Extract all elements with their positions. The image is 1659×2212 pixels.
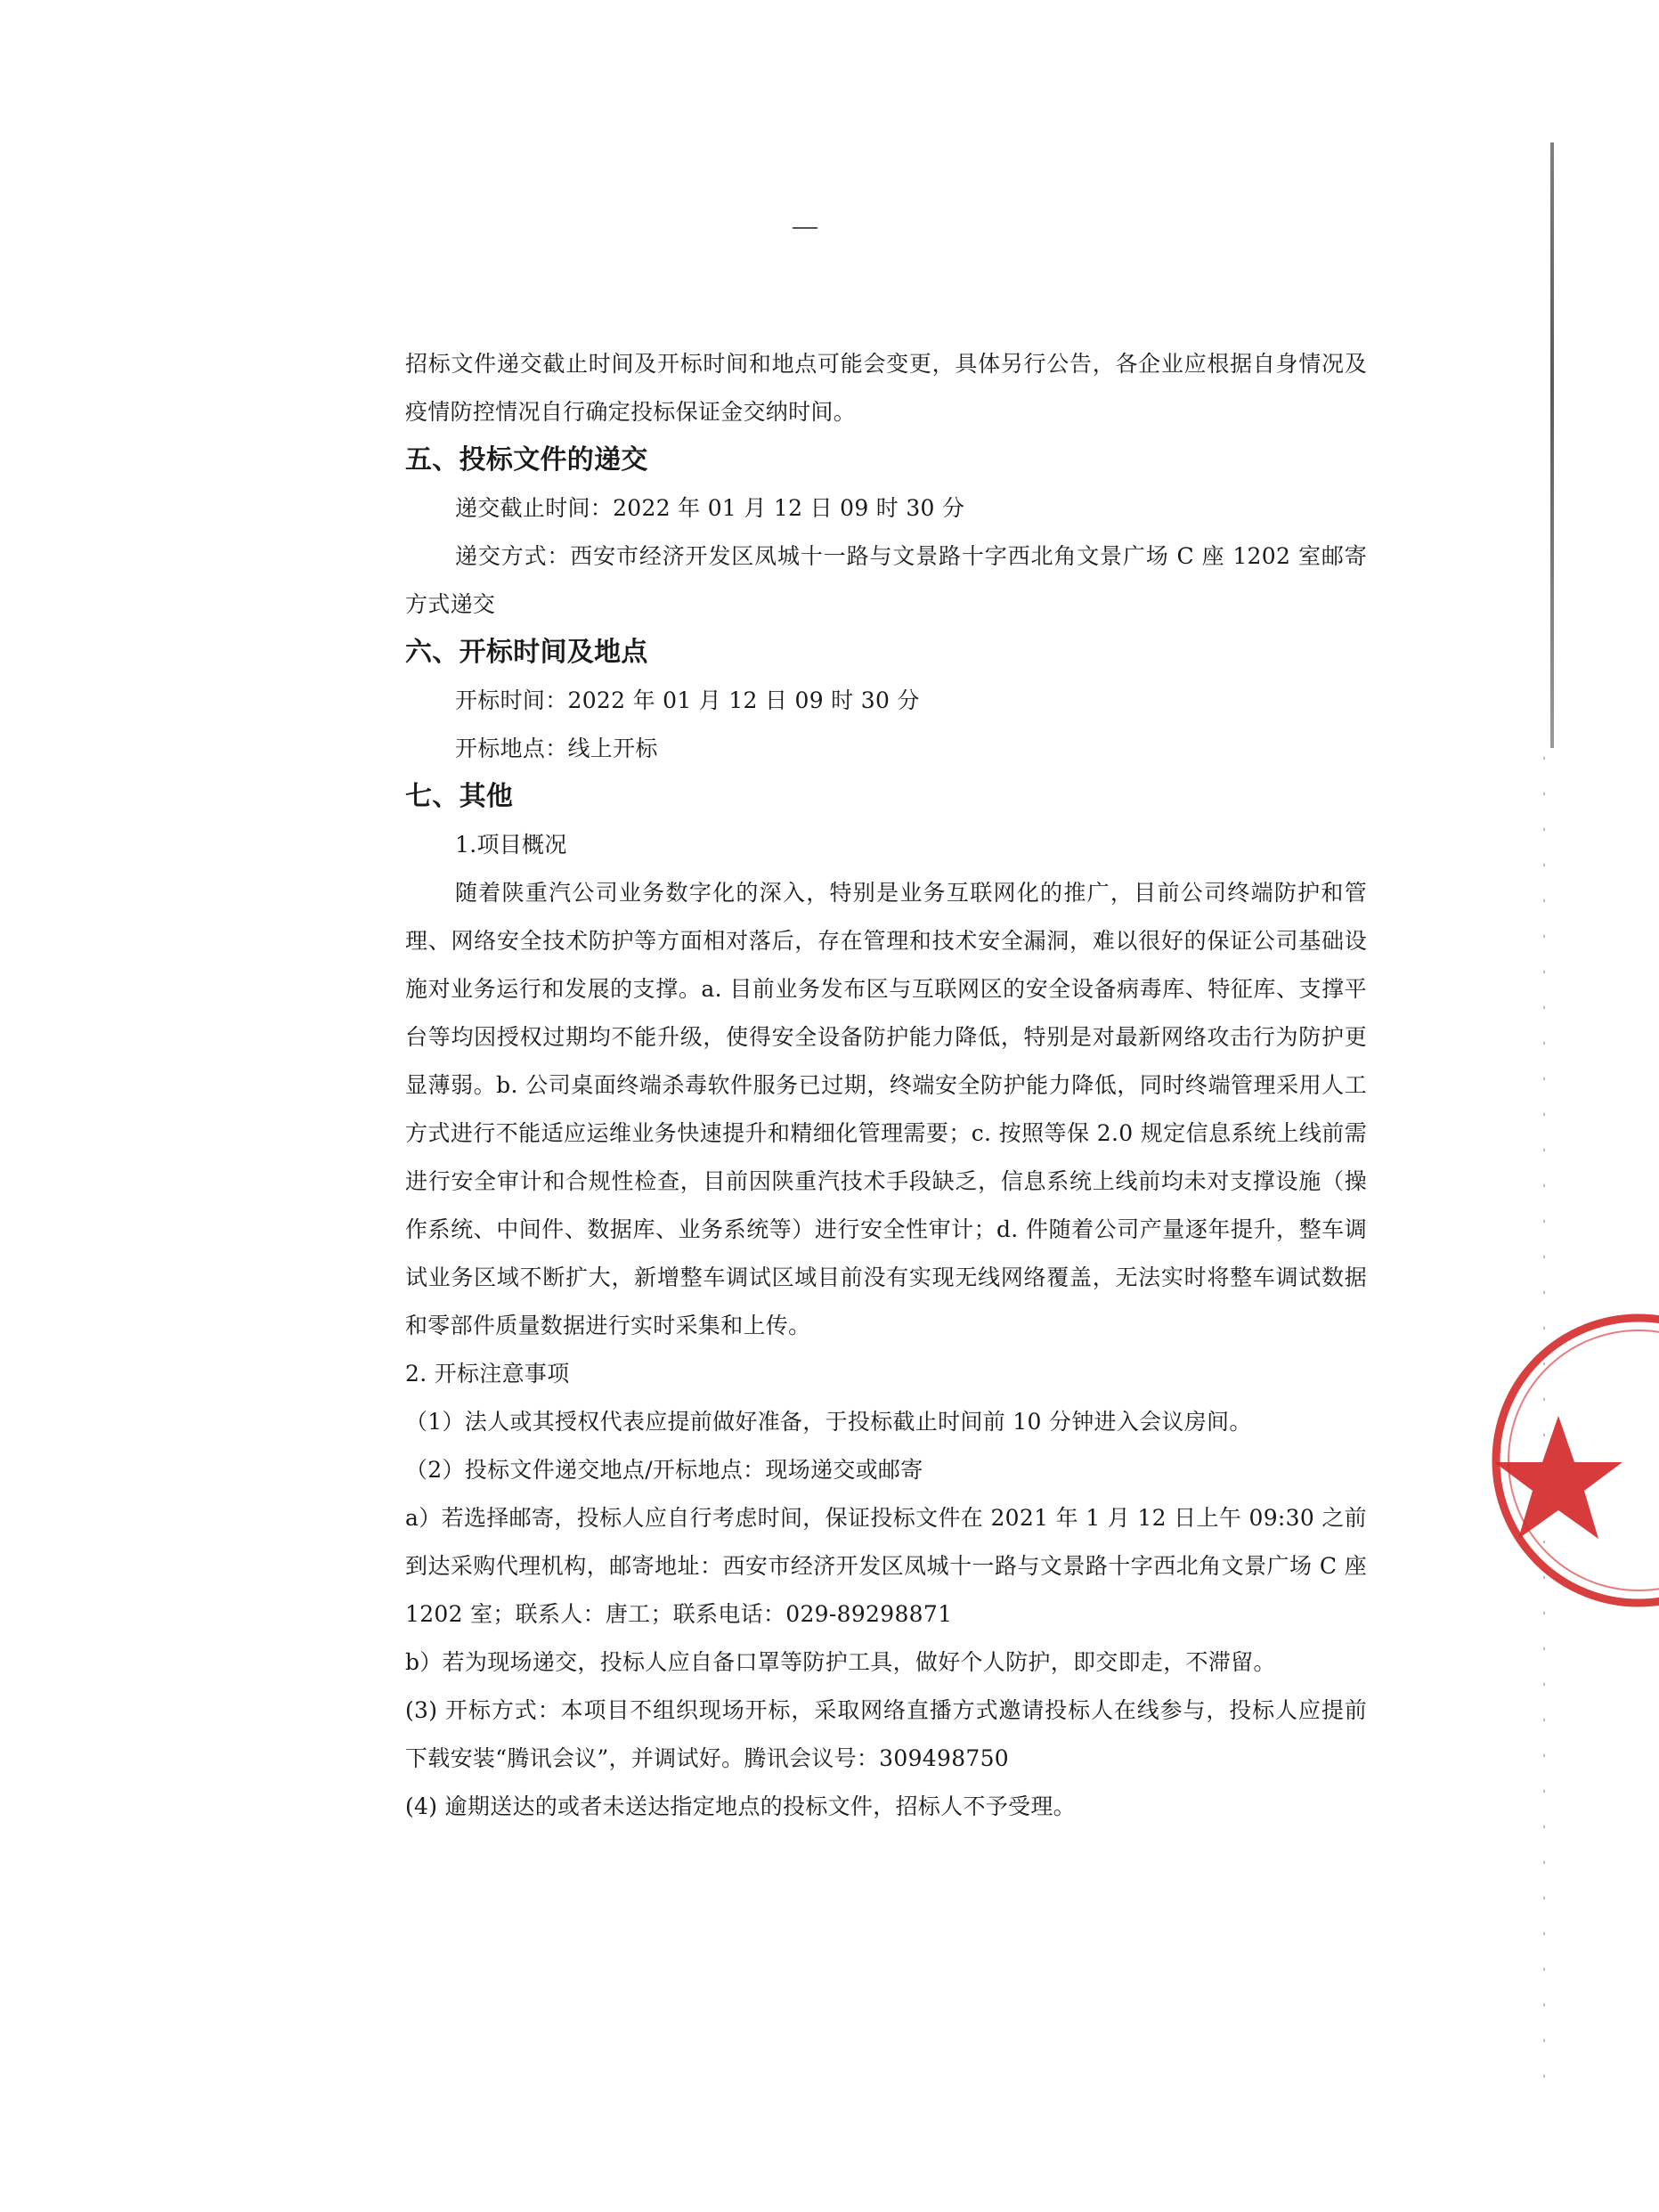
scan-mark xyxy=(793,227,817,229)
subsection-title: 2. 开标注意事项 xyxy=(405,1361,570,1387)
paragraph: （2）投标文件递交地点/开标地点：现场递交或邮寄 xyxy=(405,1457,923,1483)
scan-edge xyxy=(1550,142,1554,748)
paragraph: (3) 开标方式：本项目不组织现场开标，采取网络直播方式邀请投标人在线参与，投标人应提前下载安装“腾讯会议”，并调试好。腾讯会议号：309498750 xyxy=(405,1697,1367,1771)
section-heading-7: 七、其他 xyxy=(405,781,514,812)
section-heading-6: 六、开标时间及地点 xyxy=(405,637,648,668)
paragraph: 递交截止时间：2022 年 01 月 12 日 09 时 30 分 xyxy=(455,495,965,521)
subsection-title: 1.项目概况 xyxy=(455,832,567,858)
paragraph: a）若选择邮寄，投标人应自行考虑时间，保证投标文件在 2021 年 1 月 12 日上午 09:30 之前到达采购代理机构，邮寄地址：西安市经济开发区凤城十一路与文景路十字西北角文景广场 C 座 1202 室；联系人：唐工；联系电话：029-89298871 xyxy=(405,1505,1367,1627)
paragraph: (4) 逾期送达的或者未送达指定地点的投标文件，招标人不予受理。 xyxy=(405,1793,1076,1819)
paragraph: b）若为现场递交，投标人应自备口罩等防护工具，做好个人防护，即交即走，不滞留。 xyxy=(405,1649,1276,1675)
paragraph: 随着陕重汽公司业务数字化的深入，特别是业务互联网化的推广，目前公司终端防护和管理、网络安全技术防护等方面相对落后，存在管理和技术安全漏洞，难以很好的保证公司基础设施对业务运行和发展的支撑。a. 目前业务发布区与互联网区的安全设备病毒库、特征库、支撑平台等均因授权过期均不能升级，使得安全设备防护能力降低，特别是对最新网络攻击行为防护更显薄弱。b. 公司桌面终端杀毒软件服务已过期，终端安全防护能力降低，同时终端管理采用人工方式进行不能适应运维业务快速提升和精细化管理需要；c. 按照等保 2.0 规定信息系统上线前需进行安全审计和合规性检查，目前因陕重汽技术手段缺乏，信息系统上线前均未对支撑设施（操作系统、中间件、数据库、业务系统等）进行安全性审计；d. 件随着公司产量逐年提升，整车调试业务区域不断扩大，新增整车调试区域目前没有实现无线网络覆盖，无法实时将整车调试数据和零部件质量数据进行实时采集和上传。 xyxy=(405,880,1367,1338)
document-body xyxy=(405,340,1367,1831)
paragraph: （1）法人或其授权代表应提前做好准备，于投标截止时间前 10 分钟进入会议房间。 xyxy=(405,1409,1252,1435)
company-seal xyxy=(1460,1309,1659,1612)
section-heading-5: 五、投标文件的递交 xyxy=(405,444,648,476)
paragraph: 递交方式：西安市经济开发区凤城十一路与文景路十字西北角文景广场 C 座 1202 室邮寄方式递交 xyxy=(405,543,1367,617)
paragraph: 开标时间：2022 年 01 月 12 日 09 时 30 分 xyxy=(455,687,920,713)
paragraph: 开标地点：线上开标 xyxy=(455,736,658,761)
paragraph: 招标文件递交截止时间及开标时间和地点可能会变更，具体另行公告，各企业应根据自身情况及疫情防控情况自行确定投标保证金交纳时间。 xyxy=(405,351,1367,425)
